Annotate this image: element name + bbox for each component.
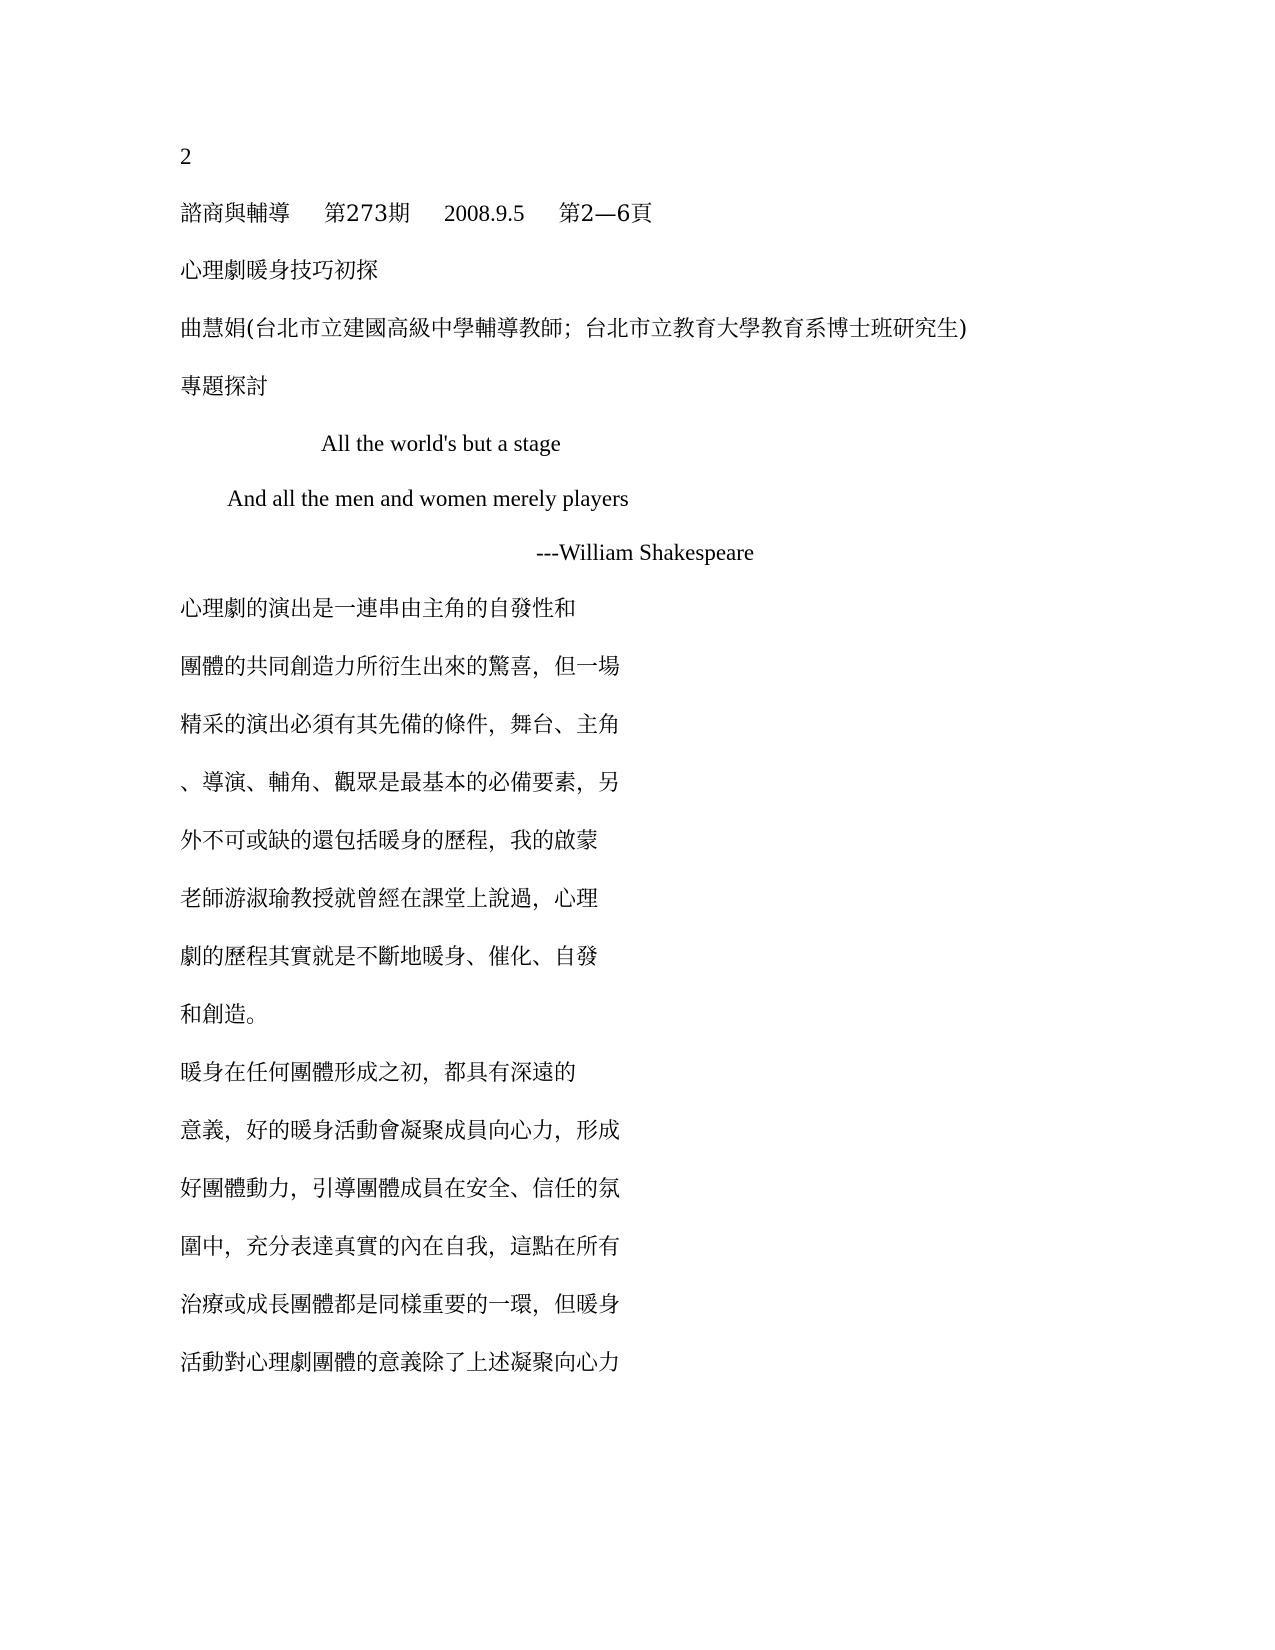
journal-pages: 第2—6頁 <box>558 202 653 227</box>
article-section: 專題探討 <box>180 375 269 400</box>
body-line: 活動對心理劇團體的意義除了上述凝聚向心力 <box>180 1351 621 1376</box>
body-line: 團體的共同創造力所衍生出來的驚喜，但一場 <box>180 655 621 680</box>
epigraph-attribution: ---William Shakespeare <box>536 540 755 565</box>
body-line: 好團體動力，引導團體成員在安全、信任的氛 <box>180 1177 621 1202</box>
article-author: 曲慧娟(台北市立建國高級中學輔導教師；台北市立教育大學教育系博士班研究生) <box>180 317 968 342</box>
body-line: 暖身在任何團體形成之初，都具有深遠的 <box>180 1061 577 1086</box>
body-line: 圍中，充分表達真實的內在自我，這點在所有 <box>180 1235 621 1260</box>
body-line: 治療或成長團體都是同樣重要的一環，但暖身 <box>180 1293 621 1318</box>
body-line: 老師游淑瑜教授就曾經在課堂上說過，心理 <box>180 887 599 912</box>
body-line: 心理劇的演出是一連串由主角的自發性和 <box>180 597 577 622</box>
body-line: 和創造。 <box>180 1003 269 1028</box>
epigraph-line-1: All the world's but a stage <box>321 431 561 456</box>
epigraph-line-2: And all the men and women merely players <box>227 486 629 511</box>
body-line: 精采的演出必須有其先備的條件，舞台、主角 <box>180 713 621 738</box>
page-number: 2 <box>180 144 192 169</box>
journal-issue: 第273期 <box>324 202 411 227</box>
journal-name: 諮商與輔導 <box>180 202 291 227</box>
body-line: 意義，好的暖身活動會凝聚成員向心力，形成 <box>180 1119 621 1144</box>
article-title: 心理劇暖身技巧初探 <box>180 259 379 284</box>
body-line: 劇的歷程其實就是不斷地暖身、催化、自發 <box>180 945 599 970</box>
body-line: 、導演、輔角、觀眾是最基本的必備要素，另 <box>180 771 621 796</box>
journal-date: 2008.9.5 <box>444 201 525 226</box>
journal-header <box>180 200 653 229</box>
body-line: 外不可或缺的還包括暖身的歷程，我的啟蒙 <box>180 829 599 854</box>
